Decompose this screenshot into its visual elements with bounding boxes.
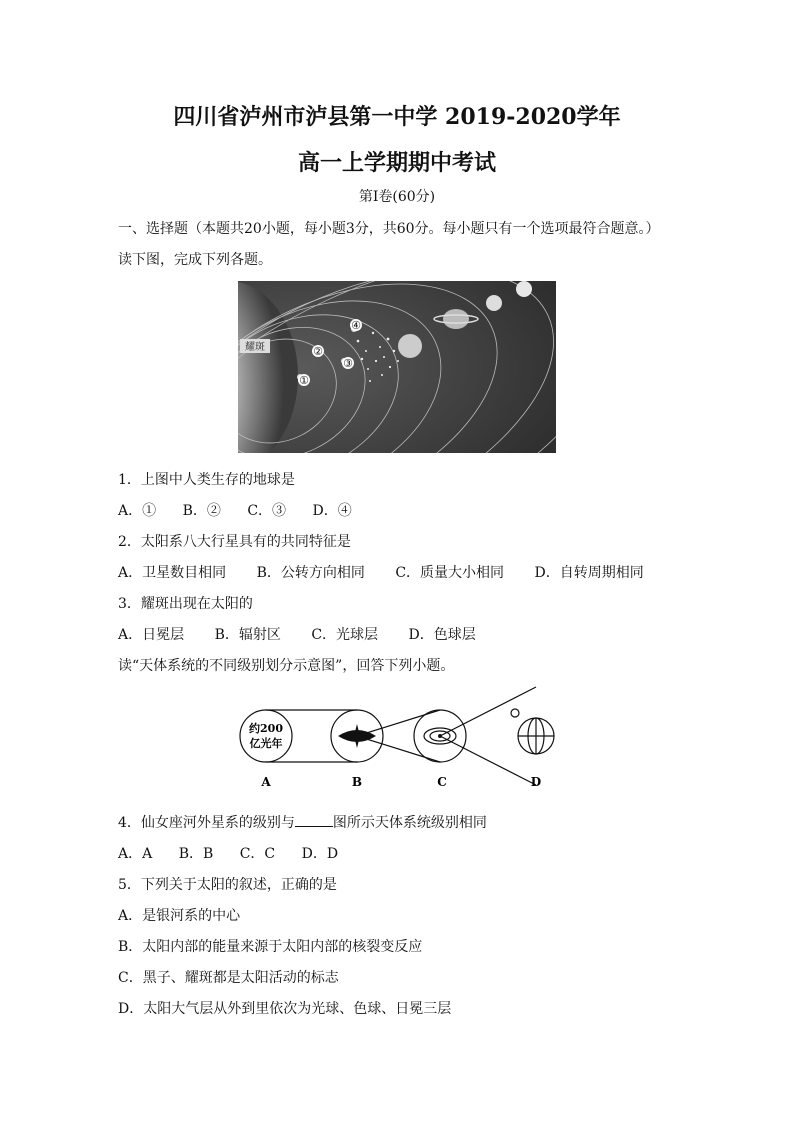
solar-system-figure	[238, 281, 556, 453]
exam-title-line2: 高一上学期期中考试	[297, 150, 496, 176]
question-1-options	[118, 500, 374, 520]
q3-option-d[interactable]: D．色球层	[408, 627, 476, 643]
read-diagram-instruction: 读“天体系统的不同级别划分示意图”，回答下列小题。	[118, 658, 455, 674]
label-d: D	[530, 775, 542, 789]
q4-option-a[interactable]: A．A	[118, 846, 153, 862]
sunspot-label: 耀斑	[245, 342, 265, 353]
question-3-options	[118, 624, 502, 644]
saturn-shape	[443, 309, 469, 329]
q3-option-c[interactable]: C．光球层	[311, 627, 379, 643]
question-4-options	[118, 843, 360, 863]
label-c: C	[437, 775, 447, 789]
q5-option-d[interactable]: D．太阳大气层从外到里依次为光球、色球、日冕三层	[118, 1001, 452, 1017]
marker-2: ②	[313, 345, 323, 358]
circle-a-label-line2: 亿光年	[249, 737, 283, 750]
q1-option-a[interactable]: A．①	[118, 503, 157, 519]
question-2-stem: 2．太阳系八大行星具有的共同特征是	[118, 534, 351, 550]
read-figure-instruction: 读下图，完成下列各题。	[118, 252, 272, 268]
q5-option-a[interactable]: A．是银河系的中心	[118, 908, 241, 924]
exam-title-line1: 四川省泸州市泸县第一中学 2019-2020学年	[173, 104, 621, 130]
question-2-options	[118, 562, 670, 582]
q2-option-c[interactable]: C．质量大小相同	[395, 565, 505, 581]
q2-option-d[interactable]: D．自转周期相同	[534, 565, 644, 581]
q3-option-a[interactable]: A．日冕层	[118, 627, 185, 643]
q4-option-c[interactable]: C．C	[239, 846, 276, 862]
marker-3: ③	[343, 357, 353, 370]
marker-1: ①	[299, 374, 309, 387]
circle-a-label-line1: 约200	[249, 722, 283, 735]
question-3-stem: 3．耀斑出现在太阳的	[118, 596, 253, 612]
circle-a	[240, 710, 292, 762]
part1-instructions: 一、选择题（本题共20小题，每小题3分，共60分。每小题只有一个选项最符合题意。）	[118, 221, 660, 237]
q1-option-b[interactable]: B．②	[182, 503, 221, 519]
q3-option-b[interactable]: B．辐射区	[214, 627, 281, 643]
celestial-system-diagram	[226, 684, 572, 792]
question-5-stem: 5．下列关于太阳的叙述，正确的是	[118, 877, 337, 893]
label-a: A	[261, 775, 271, 789]
marker-4: ④	[351, 319, 361, 332]
q2-option-a[interactable]: A．卫星数目相同	[118, 565, 227, 581]
question-4-stem	[118, 812, 487, 832]
jupiter-shape	[398, 334, 422, 358]
section-heading: 第Ⅰ卷(60分)	[358, 189, 436, 205]
question-1-stem: 1．上图中人类生存的地球是	[118, 472, 295, 488]
q4-blank	[295, 814, 333, 827]
q1-option-d[interactable]: D．④	[312, 503, 352, 519]
label-b: B	[351, 775, 363, 789]
q4-stem-before: 4．仙女座河外星系的级别与	[118, 815, 295, 831]
q4-option-b[interactable]: B．B	[178, 846, 214, 862]
q5-option-b[interactable]: B．太阳内部的能量来源于太阳内部的核裂变反应	[118, 939, 423, 955]
q1-option-c[interactable]: C．③	[247, 503, 287, 519]
q5-option-c[interactable]: C．黑子、耀斑都是太阳活动的标志	[118, 970, 339, 986]
q2-option-b[interactable]: B．公转方向相同	[256, 565, 365, 581]
q4-stem-after: 图所示天体系统级别相同	[332, 815, 487, 831]
q4-option-d[interactable]: D．D	[301, 846, 339, 862]
